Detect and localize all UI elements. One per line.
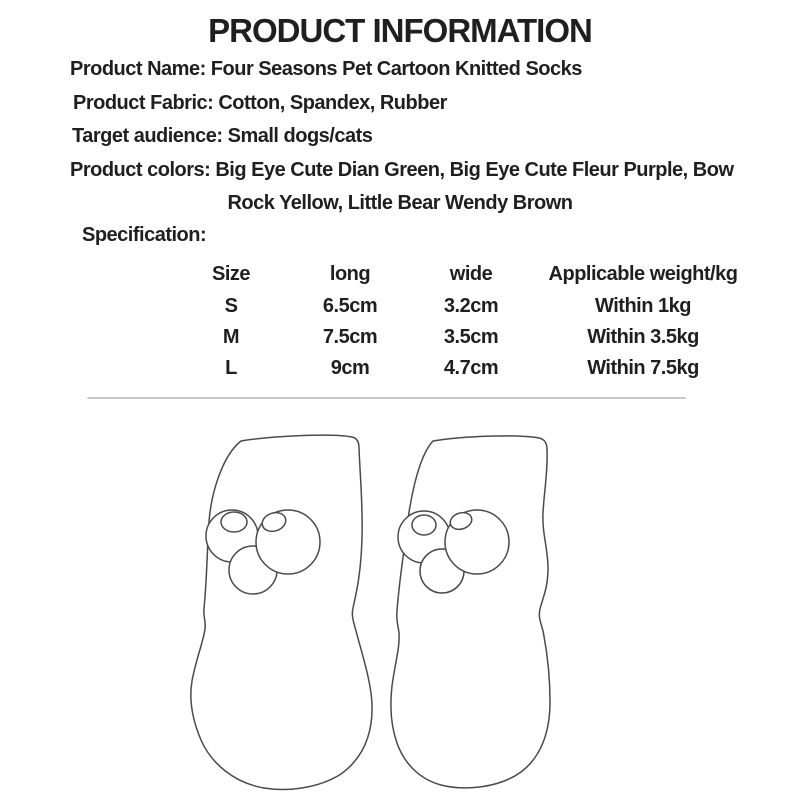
paw-pad-highlight <box>221 512 247 532</box>
product-name-line: Product Name: Four Seasons Pet Cartoon Knitted Socks <box>70 58 582 80</box>
spec-cell-size: S <box>224 294 238 317</box>
section-divider <box>87 397 686 399</box>
left-sock-drawing <box>191 435 372 789</box>
spec-cell-size: M <box>222 325 240 348</box>
page-title: PRODUCT INFORMATION <box>208 12 592 49</box>
spec-cell-weight: Within 7.5kg <box>587 356 699 379</box>
specification-heading: Specification: <box>82 224 207 246</box>
product-colors-line-continued: Rock Yellow, Little Bear Wendy Brown <box>227 192 573 214</box>
right-sock-drawing <box>391 436 550 788</box>
spec-cell-long: 9cm <box>330 356 370 379</box>
product-fabric-line: Product Fabric: Cotton, Spandex, Rubber <box>73 92 447 114</box>
pet-socks-illustration <box>0 410 800 800</box>
left-sock-outline <box>191 435 372 789</box>
spec-cell-wide: 3.2cm <box>443 294 499 317</box>
spec-column-header-long: long <box>329 263 371 285</box>
spec-cell-long: 6.5cm <box>322 294 378 317</box>
spec-cell-size: L <box>225 356 237 379</box>
product-colors-line: Product colors: Big Eye Cute Dian Green, Big Eye Cute Fleur Purple, Bow <box>70 159 734 181</box>
specification-table <box>166 258 748 383</box>
spec-cell-weight: Within 1kg <box>595 294 691 317</box>
paw-pad-highlight <box>412 515 436 535</box>
spec-cell-long: 7.5cm <box>322 325 378 348</box>
spec-cell-wide: 3.5cm <box>443 325 499 348</box>
spec-column-header-weight: Applicable weight/kg <box>548 263 738 285</box>
right-sock-outline <box>391 436 550 788</box>
spec-cell-weight: Within 3.5kg <box>587 325 699 348</box>
spec-column-header-wide: wide <box>449 263 493 285</box>
spec-cell-wide: 4.7cm <box>443 356 499 379</box>
target-audience-line: Target audience: Small dogs/cats <box>72 125 373 147</box>
spec-column-header-size: Size <box>211 263 251 285</box>
